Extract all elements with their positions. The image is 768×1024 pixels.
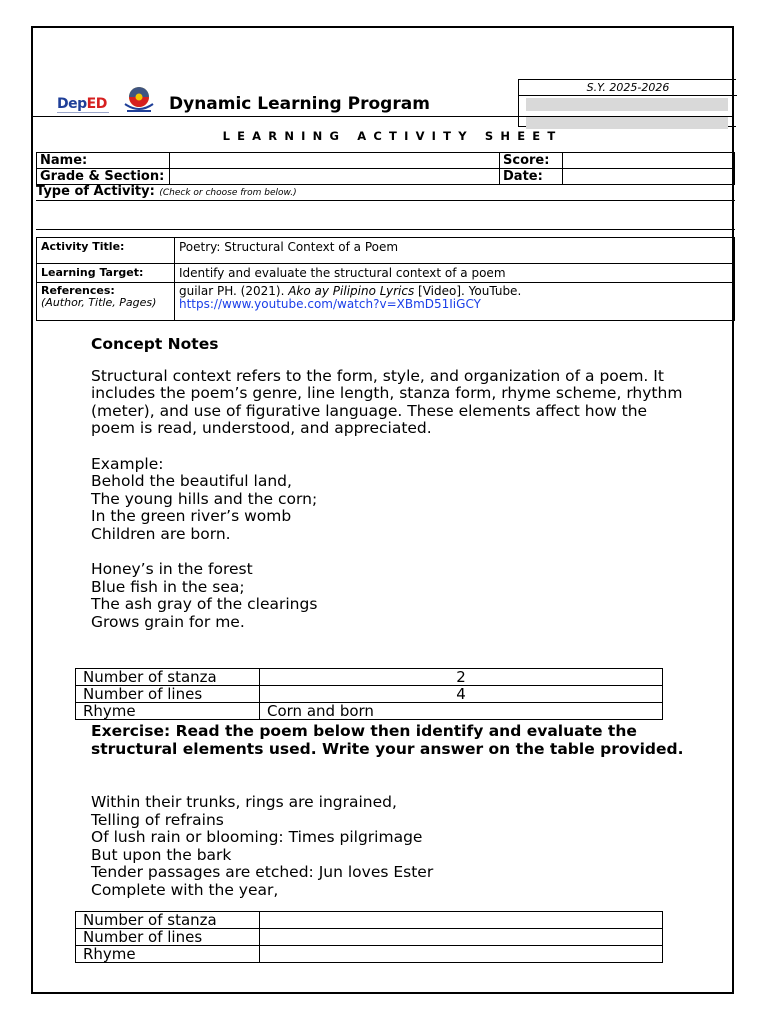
reference-link[interactable]: https://www.youtube.com/watch?v=XBmD51IiGCY bbox=[179, 297, 481, 311]
school-year-box bbox=[518, 79, 736, 127]
concept-notes bbox=[91, 336, 691, 632]
table-row bbox=[76, 703, 663, 720]
header-divider bbox=[33, 116, 732, 117]
name-field[interactable] bbox=[170, 153, 500, 169]
learning-target-value: Identify and evaluate the structural context of a poem bbox=[175, 264, 735, 283]
score-label: Score: bbox=[500, 153, 563, 169]
answer-rhyme-label: Rhyme bbox=[76, 946, 260, 963]
answer-stanza-label: Number of stanza bbox=[76, 912, 260, 929]
answer-rhyme-field[interactable] bbox=[260, 946, 663, 963]
answer-lines-label: Number of lines bbox=[76, 929, 260, 946]
answer-stanza-field[interactable] bbox=[260, 912, 663, 929]
activity-type-divider-top bbox=[36, 200, 735, 201]
example-analysis-table bbox=[75, 668, 663, 720]
table-row bbox=[76, 669, 663, 686]
example-label: Example: bbox=[91, 454, 164, 473]
concept-notes-heading: Concept Notes bbox=[91, 335, 219, 353]
exercise-poem bbox=[91, 794, 691, 900]
school-name-placeholder bbox=[526, 98, 728, 111]
sheet-title: LEARNING ACTIVITY SHEET bbox=[222, 129, 563, 143]
learning-target-label: Learning Target: bbox=[37, 264, 175, 283]
grade-section-label: Grade & Section: bbox=[37, 169, 170, 185]
concept-notes-summary: Structural context refers to the form, style, and organization of a poem. It includes the poem’s genre, line length, stanza form, rhyme scheme, rhythm (meter), and use of figurative language. These elements affect how the poem is read, understood, and appreciated. bbox=[91, 366, 683, 438]
references-label: References: (Author, Title, Pages) bbox=[37, 283, 175, 321]
example-lines-label: Number of lines bbox=[76, 686, 260, 703]
example-lines-value: 4 bbox=[260, 686, 663, 703]
poem-line: But upon the bark bbox=[91, 845, 232, 864]
bagong-pilipinas-seal-icon bbox=[121, 84, 157, 114]
type-of-activity: Type of Activity: (Check or choose from below.) bbox=[36, 184, 297, 199]
poem-line: Telling of refrains bbox=[91, 810, 224, 829]
table-row bbox=[76, 946, 663, 963]
exercise-instruction: Exercise: Read the poem below then identify and evaluate the structural elements used. Write your answer on the table provided. bbox=[91, 722, 684, 758]
example-rhyme-value: Corn and born bbox=[260, 703, 663, 720]
table-row bbox=[76, 686, 663, 703]
references-value: guilar PH. (2021). Ako ay Pilipino Lyrics [Video]. YouTube. https://www.youtube.com/watch?v=XBmD51IiGCY bbox=[175, 283, 735, 321]
poem-line: Honey’s in the forest bbox=[91, 560, 253, 579]
activity-title-label: Activity Title: bbox=[37, 238, 175, 264]
school-year-divider bbox=[519, 95, 737, 96]
poem-line: Grows grain for me. bbox=[91, 612, 245, 631]
table-row bbox=[76, 912, 663, 929]
name-label: Name: bbox=[37, 153, 170, 169]
student-info-table bbox=[36, 152, 735, 185]
poem-line: The ash gray of the clearings bbox=[91, 595, 318, 614]
poem-line: Children are born. bbox=[91, 524, 231, 543]
type-of-activity-hint: (Check or choose from below.) bbox=[159, 188, 297, 198]
activity-sheet bbox=[31, 26, 734, 994]
activity-details-table bbox=[36, 237, 735, 321]
poem-line: Behold the beautiful land, bbox=[91, 472, 292, 491]
poem-line: Of lush rain or blooming: Times pilgrimage bbox=[91, 828, 423, 847]
grade-section-field[interactable] bbox=[170, 169, 500, 185]
score-field[interactable] bbox=[563, 153, 735, 169]
program-title: Dynamic Learning Program bbox=[169, 94, 430, 114]
school-year: S.Y. 2025-2026 bbox=[586, 81, 670, 94]
poem-line: The young hills and the corn; bbox=[91, 489, 318, 508]
poem-line: In the green river’s womb bbox=[91, 507, 292, 526]
activity-title-value: Poetry: Structural Context of a Poem bbox=[175, 238, 735, 264]
table-row bbox=[76, 929, 663, 946]
example-rhyme-label: Rhyme bbox=[76, 703, 260, 720]
poem-line: Tender passages are etched: Jun loves Ester bbox=[91, 863, 434, 882]
poem-line: Complete with the year, bbox=[91, 880, 279, 899]
date-label: Date: bbox=[500, 169, 563, 185]
example-stanza-value: 2 bbox=[260, 669, 663, 686]
answer-table bbox=[75, 911, 663, 963]
poem-line: Blue fish in the sea; bbox=[91, 577, 245, 596]
references-hint: (Author, Title, Pages) bbox=[41, 296, 157, 309]
answer-lines-field[interactable] bbox=[260, 929, 663, 946]
deped-logo: DepED bbox=[57, 96, 107, 112]
division-placeholder bbox=[526, 116, 728, 129]
date-field[interactable] bbox=[563, 169, 735, 185]
activity-type-divider-bottom bbox=[36, 229, 735, 230]
example-stanza-label: Number of stanza bbox=[76, 669, 260, 686]
poem-line: Within their trunks, rings are ingrained, bbox=[91, 793, 397, 811]
